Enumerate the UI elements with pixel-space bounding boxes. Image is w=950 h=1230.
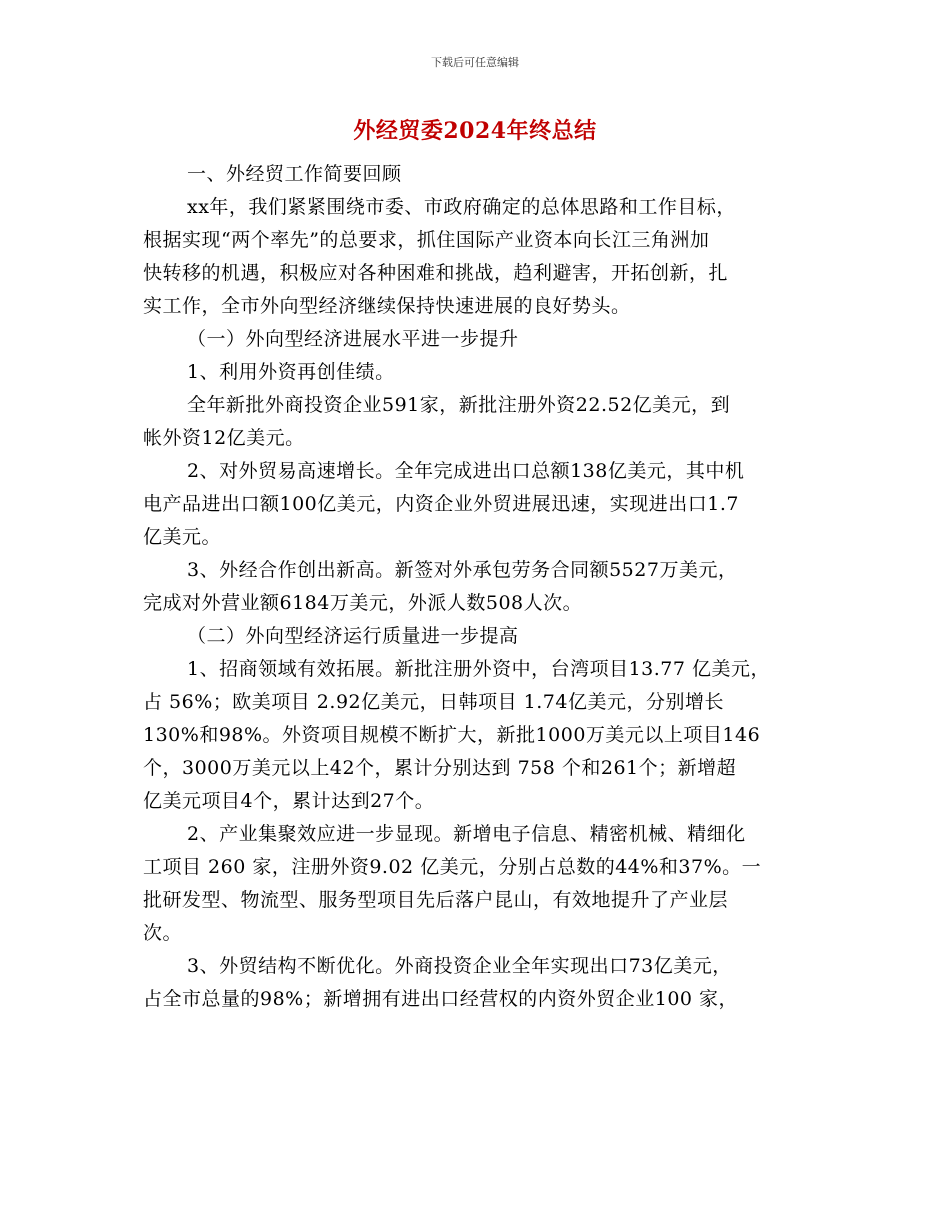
text-line: 亿美元。 bbox=[143, 526, 222, 548]
text-line: 快转移的机遇，积极应对各种困难和挑战，趋利避害，开拓创新，扎 bbox=[143, 262, 729, 284]
text-line: 3、外贸结构不断优化。外商投资企业全年实现出口73亿美元， bbox=[187, 955, 732, 977]
text-line: 工项目 260 家，注册外资9.02 亿美元，分别占总数的44%和37%。一 bbox=[143, 856, 762, 878]
text-line: （一）外向型经济进展水平进一步提升 bbox=[187, 328, 519, 350]
text-line: 亿美元项目4个，累计达到27个。 bbox=[143, 790, 435, 812]
text-line: 个，3000万美元以上42个，累计分别达到 758 个和261个；新增超 bbox=[143, 757, 737, 779]
text-line: 1、利用外资再创佳绩。 bbox=[187, 361, 395, 383]
document-title: 外经贸委2024年终总结 bbox=[353, 118, 597, 144]
text-line: 1、招商领域有效拓展。新批注册外资中，台湾项目13.77 亿美元， bbox=[187, 658, 771, 680]
text-line: 占 56%；欧美项目 2.92亿美元，日韩项目 1.74亿美元，分别增长 bbox=[143, 691, 724, 713]
text-line: 130%和98%。外资项目规模不断扩大，新批1000万美元以上项目146 bbox=[143, 724, 761, 746]
text-line: 2、产业集聚效应进一步显现。新增电子信息、精密机械、精细化 bbox=[187, 823, 746, 845]
text-line: 全年新批外商投资企业591家，新批注册外资22.52亿美元，到 bbox=[187, 394, 731, 416]
text-line: xx年，我们紧紧围绕市委、市政府确定的总体思路和工作目标， bbox=[187, 196, 736, 218]
text-line: 2、对外贸易高速增长。全年完成进出口总额138亿美元，其中机 bbox=[187, 460, 745, 482]
text-line: 3、外经合作创出新高。新签对外承包劳务合同额5527万美元， bbox=[187, 559, 738, 581]
text-line: 电产品进出口额100亿美元，内资企业外贸进展迅速，实现进出口1.7 bbox=[143, 493, 739, 515]
text-line: 帐外资12亿美元。 bbox=[143, 427, 305, 449]
text-line: 完成对外营业额6184万美元，外派人数508人次。 bbox=[143, 592, 583, 614]
text-line: 批研发型、物流型、服务型项目先后落户昆山，有效地提升了产业层 bbox=[143, 889, 729, 911]
text-line: （二）外向型经济运行质量进一步提高 bbox=[187, 625, 519, 647]
text-line: 根据实现“两个率先”的总要求，抓住国际产业资本向长江三角洲加 bbox=[143, 229, 710, 251]
header-note: 下载后可任意编辑 bbox=[431, 56, 519, 69]
document-body bbox=[143, 158, 843, 1016]
text-line: 实工作，全市外向型经济继续保持快速进展的良好势头。 bbox=[143, 295, 631, 317]
text-line: 占全市总量的98%；新增拥有进出口经营权的内资外贸企业100 家， bbox=[143, 988, 739, 1010]
text-line: 一、外经贸工作简要回顾 bbox=[187, 163, 402, 185]
text-line: 次。 bbox=[143, 922, 183, 944]
